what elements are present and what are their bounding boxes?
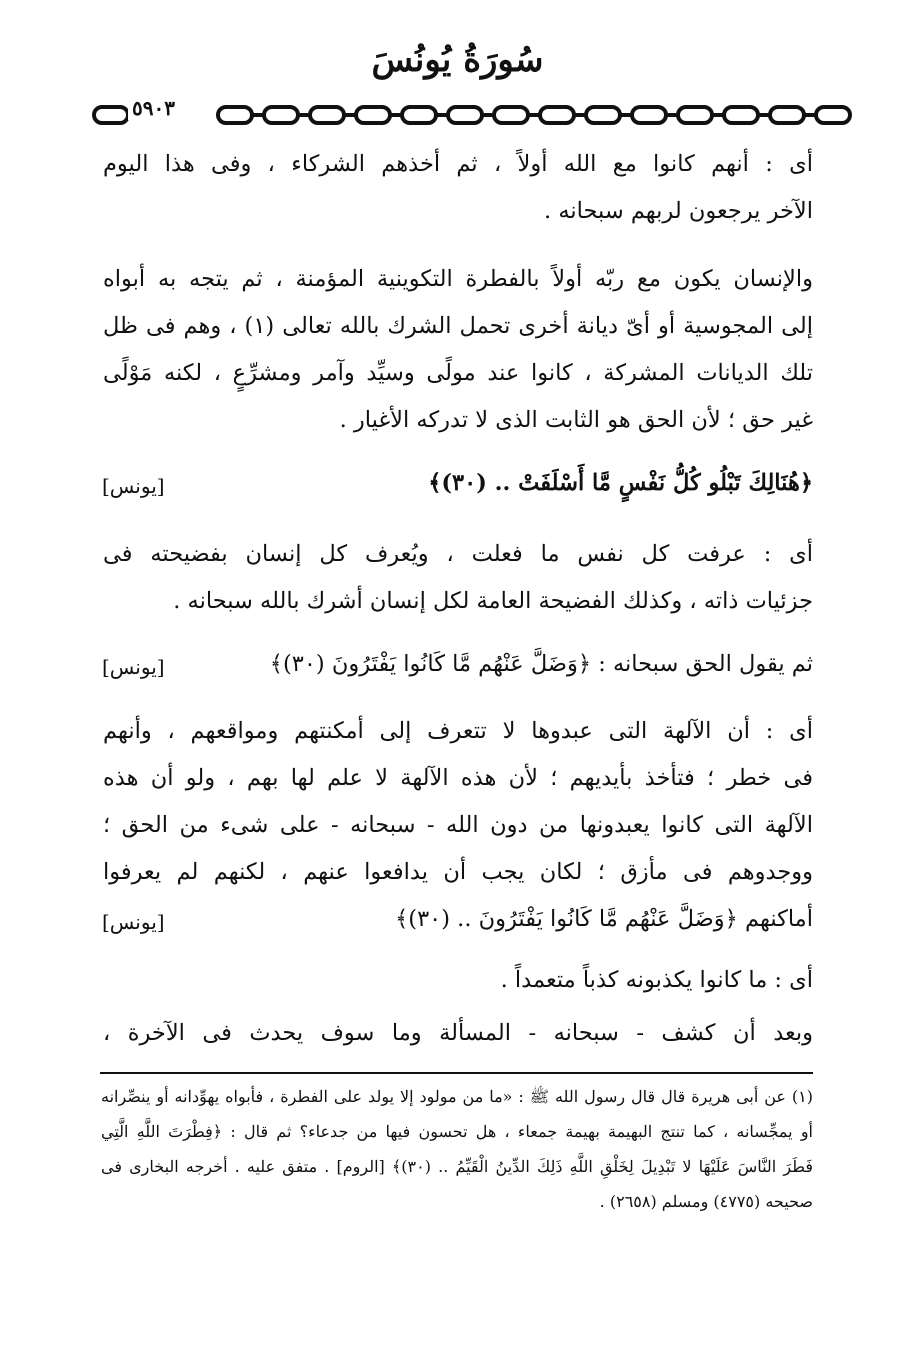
body-line: الآلهة التى كانوا يعبدونها من دون الله - سبحانه - على شىء من الحق ؛ bbox=[103, 812, 813, 838]
footnote-separator bbox=[100, 1072, 813, 1074]
quran-verse: ﴿هُنَالِكَ تَبْلُو كُلُّ نَفْسٍ مَّا أَسْلَفَتْ .. (٣٠)﴾ bbox=[428, 470, 813, 496]
body-line: أى : عرفت كل نفس ما فعلت ، ويُعرف كل إنسان بفضيحته فى bbox=[103, 541, 813, 567]
footnote-line: (١) عن أبى هريرة قال قال رسول الله ﷺ : «ما من مولود إلا يولد على الفطرة ، فأبواه يهوِّدانه أو ينصِّرانه bbox=[101, 1087, 814, 1106]
body-line: تلك الديانات المشركة ، كانوا عند مولًى وسيِّد وآمر ومشرِّعٍ ، لكنه مَوْلًى bbox=[103, 360, 813, 386]
footnote-line: فَطَرَ النَّاسَ عَلَيْهَا لا تَبْدِيلَ لِخَلْقِ اللَّهِ ذَلِكَ الدِّينُ الْقَيِّمُ .. (٣٠)﴾ [الروم] . متفق عليه . أخرجه البخارى فى bbox=[101, 1157, 813, 1176]
ornamental-header-rule bbox=[88, 98, 858, 132]
body-line: وبعد أن كشف - سبحانه - المسألة وما سوف يحدث فى الآخرة ، bbox=[103, 1020, 813, 1046]
body-line: الآخر يرجعون لربهم سبحانه . bbox=[544, 198, 813, 224]
body-line: ثم يقول الحق سبحانه : ﴿وَضَلَّ عَنْهُم مَّا كَانُوا يَفْتَرُونَ (٣٠)﴾ bbox=[269, 651, 813, 677]
body-line: أى : أنهم كانوا مع الله أولاً ، ثم أخذهم الشركاء ، وفى هذا اليوم bbox=[103, 151, 813, 177]
verse-reference: [يونس] bbox=[102, 910, 165, 934]
body-line: أى : ما كانوا يكذبونه كذباً متعمداً . bbox=[500, 967, 813, 993]
body-line: أى : أن الآلهة التى عبدوها لا تتعرف إلى أمكنتهم ومواقعهم ، وأنهم bbox=[103, 718, 813, 744]
verse-reference: [يونس] bbox=[102, 474, 165, 498]
body-line: ووجدوهم فى مأزق ؛ لكان يجب أن يدافعوا عنهم ، لكنهم لم يعرفوا bbox=[103, 859, 813, 885]
body-line: غير حق ؛ لأن الحق هو الثابت الذى لا تدركه الأغيار . bbox=[339, 407, 813, 433]
body-line: جزئيات ذاته ، وكذلك الفضيحة العامة لكل إنسان أشرك بالله سبحانه . bbox=[173, 588, 813, 614]
footnote-line: أو يمجِّسانه ، كما تنتج البهيمة بهيمة جمعاء ، هل تحسون فيها من جدعاء؟ ثم قال : ﴿فِطْرَتَ اللَّهِ الَّتِي bbox=[101, 1122, 813, 1141]
body-line: إلى المجوسية أو أىّ ديانة أخرى تحمل الشرك بالله تعالى (١) ، وهم فى ظل bbox=[103, 313, 813, 339]
body-line: فى خطر ؛ فتأخذ بأيديهم ؛ لأن هذه الآلهة لا علم لها بهم ، ولو أن هذه bbox=[103, 765, 813, 791]
verse-reference: [يونس] bbox=[102, 655, 165, 679]
body-line: والإنسان يكون مع ربّه أولاً بالفطرة التكوينية المؤمنة ، ثم يتجه به أبواه bbox=[103, 266, 813, 292]
footnote-line: صحيحه (٤٧٧٥) ومسلم (٢٦٥٨) . bbox=[599, 1192, 813, 1211]
page-number: ٥٩٠٣ bbox=[128, 96, 179, 120]
body-line: أماكنهم ﴿وَضَلَّ عَنْهُم مَّا كَانُوا يَفْتَرُونَ .. (٣٠)﴾ bbox=[395, 906, 813, 932]
surah-title: سُورَةُ يُونُسَ bbox=[371, 40, 544, 80]
